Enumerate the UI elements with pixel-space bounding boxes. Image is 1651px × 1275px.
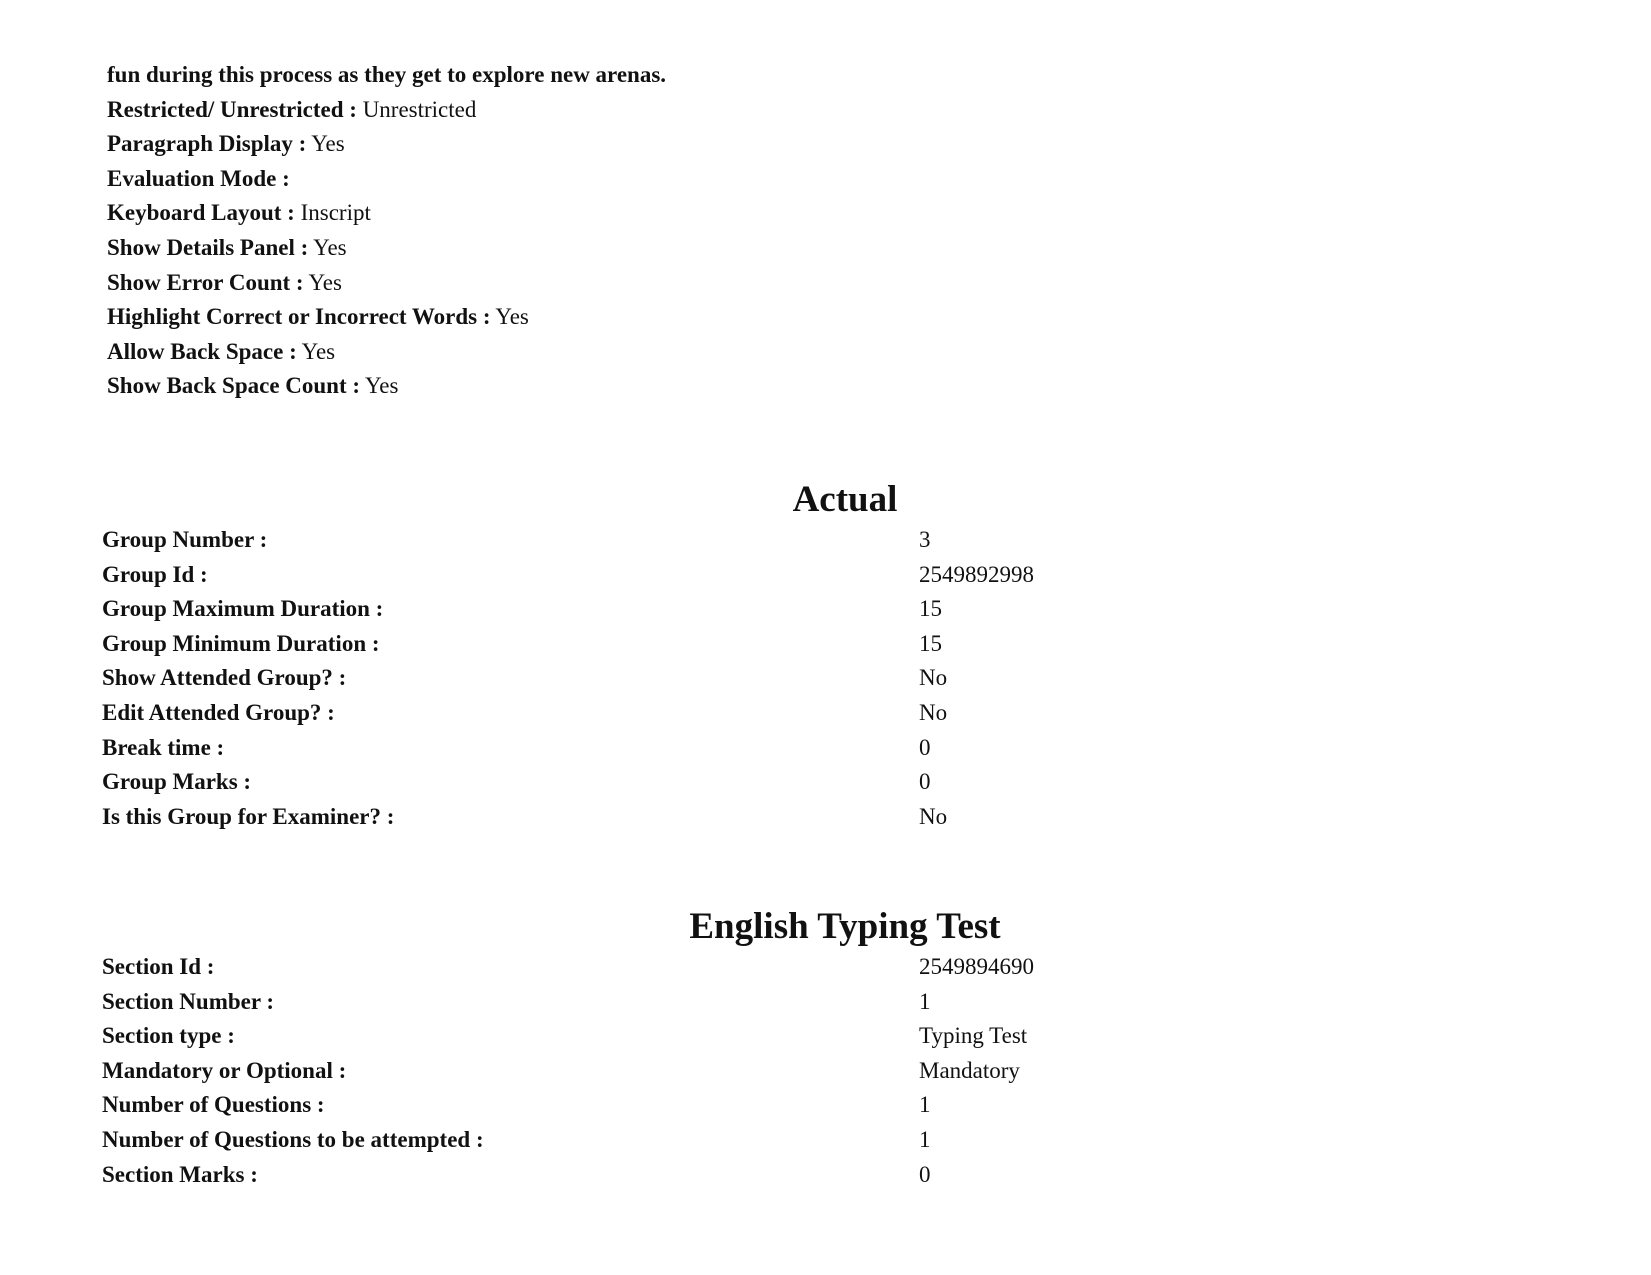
setting-restricted — [107, 93, 666, 128]
section-number-label: Section Number : — [102, 988, 275, 1014]
setting-value: Inscript — [300, 200, 371, 226]
table-row — [102, 1054, 1034, 1089]
setting-label: Restricted/ Unrestricted : — [107, 96, 357, 122]
group-marks-label: Group Marks : — [102, 769, 252, 795]
section-details-table — [102, 950, 1034, 1192]
section-type-label: Section type : — [102, 1023, 235, 1049]
setting-label: Show Details Panel : — [107, 234, 309, 260]
setting-value: Yes — [301, 338, 336, 364]
section-id-value: 2549894690 — [919, 954, 1034, 979]
setting-label: Paragraph Display : — [107, 131, 307, 157]
table-row — [102, 731, 1034, 766]
table-row — [102, 523, 1034, 558]
setting-value: Unrestricted — [362, 96, 477, 122]
table-row — [102, 1158, 1034, 1193]
group-heading: Actual — [792, 479, 898, 520]
questions-to-attempt-value: 1 — [919, 1126, 931, 1152]
setting-label: Highlight Correct or Incorrect Words : — [107, 304, 491, 330]
number-of-questions-label: Number of Questions : — [102, 1092, 325, 1118]
questions-to-attempt-label: Number of Questions to be attempted : — [102, 1126, 484, 1152]
table-row — [102, 696, 1034, 731]
setting-label: Show Error Count : — [107, 269, 304, 295]
group-marks-value: 0 — [919, 769, 931, 795]
group-max-duration-label: Group Maximum Duration : — [102, 596, 384, 622]
table-row — [102, 800, 1034, 835]
setting-value: Yes — [495, 304, 529, 330]
table-row — [102, 765, 1034, 800]
section-heading: English Typing Test — [689, 906, 1001, 947]
paragraph-continuation: fun during this process as they get to explore new arenas. — [107, 62, 667, 87]
section-id-label: Section Id : — [102, 954, 215, 979]
break-time-value: 0 — [919, 734, 931, 760]
table-row — [102, 627, 1034, 662]
group-number-value: 3 — [919, 527, 931, 552]
group-id-label: Group Id : — [102, 561, 208, 587]
show-attended-group-value: No — [919, 665, 948, 691]
edit-attended-group-label: Edit Attended Group? : — [102, 699, 335, 725]
setting-allow-back-space — [107, 335, 666, 370]
setting-label: Show Back Space Count : — [107, 373, 361, 399]
setting-value: Yes — [364, 373, 399, 399]
setting-highlight-words — [107, 300, 666, 335]
group-min-duration-value: 15 — [919, 630, 942, 656]
setting-evaluation-mode — [107, 162, 666, 197]
setting-value: Yes — [311, 131, 345, 157]
table-row — [102, 661, 1034, 696]
break-time-label: Break time : — [102, 734, 225, 760]
mandatory-optional-value: Mandatory — [919, 1057, 1020, 1083]
table-row — [102, 950, 1034, 985]
setting-label: Allow Back Space : — [107, 338, 297, 364]
group-details-table — [102, 523, 1034, 834]
group-for-examiner-label: Is this Group for Examiner? : — [102, 803, 395, 829]
group-for-examiner-value: No — [919, 803, 948, 829]
setting-paragraph-display — [107, 127, 666, 162]
show-attended-group-label: Show Attended Group? : — [102, 665, 347, 691]
setting-label: Keyboard Layout : — [107, 200, 295, 226]
setting-label: Evaluation Mode : — [107, 165, 290, 191]
section-type-value: Typing Test — [919, 1023, 1028, 1049]
setting-show-back-space-count — [107, 369, 666, 404]
table-row — [102, 985, 1034, 1020]
section-number-value: 1 — [919, 988, 931, 1014]
group-min-duration-label: Group Minimum Duration : — [102, 630, 380, 656]
table-row — [102, 1088, 1034, 1123]
group-id-value: 2549892998 — [919, 561, 1034, 587]
setting-show-error-count — [107, 266, 666, 301]
edit-attended-group-value: No — [919, 699, 948, 725]
mandatory-optional-label: Mandatory or Optional : — [102, 1057, 347, 1083]
group-number-label: Group Number : — [102, 527, 268, 552]
setting-value: Yes — [308, 269, 342, 295]
question-settings — [107, 58, 666, 404]
section-marks-value: 0 — [919, 1161, 931, 1187]
table-row — [102, 558, 1034, 593]
table-row — [102, 592, 1034, 627]
setting-show-details-panel — [107, 231, 666, 266]
setting-value: Yes — [313, 234, 347, 260]
table-row — [102, 1019, 1034, 1054]
setting-keyboard-layout — [107, 196, 666, 231]
table-row — [102, 1123, 1034, 1158]
number-of-questions-value: 1 — [919, 1092, 931, 1118]
group-max-duration-value: 15 — [919, 596, 942, 622]
section-marks-label: Section Marks : — [102, 1161, 258, 1187]
